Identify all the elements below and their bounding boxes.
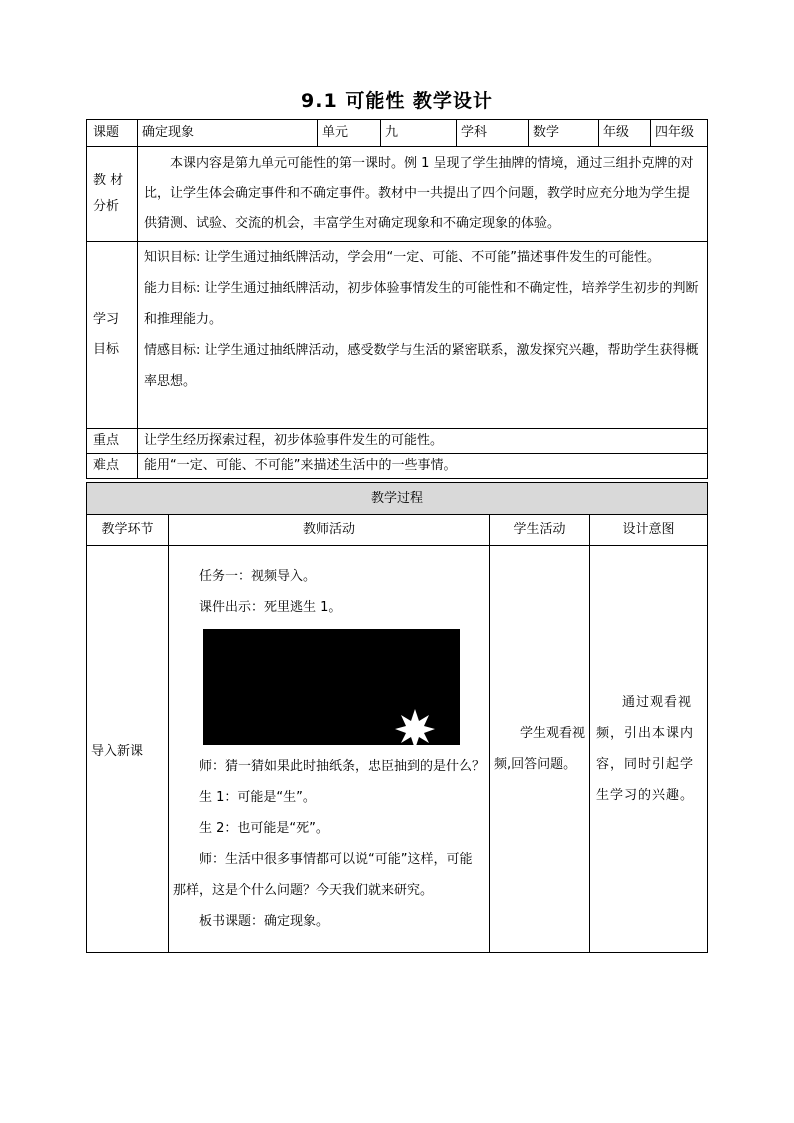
teacher-line-7: 板书课题：确定现象。 [199, 914, 330, 929]
lesson-info-table [86, 119, 708, 479]
ability-goal: 能力目标: 让学生通过抽纸牌活动，初步体验事情发生的可能性和不确定性，培养学生初步的判断和推理能力。 [144, 281, 699, 327]
difficulty-label: 难点 [87, 454, 138, 479]
teacher-line-6: 师：生活中很多事情都可以说“可能”这样，可能那样，这是个什么问题？今天我们就来研究。 [173, 852, 473, 898]
goals-cell [138, 242, 708, 429]
key-point-text: 让学生经历探索过程，初步体验事件发生的可能性。 [138, 429, 708, 454]
emotion-goal: 情感目标: 让学生通过抽纸牌活动，感受数学与生活的紧密联系，激发探究兴趣，帮助学生获得概率思想。 [144, 343, 699, 389]
unit-label: 单元 [318, 120, 381, 147]
subject-value: 数学 [529, 120, 599, 147]
difficulty-text: 能用“一定、可能、不可能”来描述生活中的一些事情。 [138, 454, 708, 479]
teacher-line-1: 任务一：视频导入。 [199, 569, 317, 584]
knowledge-goal: 知识目标: 让学生通过抽纸牌活动，学会用“一定、可能、不可能”描述事件发生的可能性。 [144, 250, 660, 265]
process-title: 教学过程 [87, 483, 708, 515]
grade-label: 年级 [599, 120, 651, 147]
teacher-line-2: 课件出示：死里逃生 1。 [199, 600, 342, 615]
col-student: 学生活动 [490, 515, 590, 546]
key-point-row [87, 429, 708, 454]
teacher-line-5: 生 2：也可能是“死”。 [199, 821, 329, 836]
goals-row [87, 242, 708, 429]
key-point-label: 重点 [87, 429, 138, 454]
unit-value: 九 [381, 120, 457, 147]
analysis-label-line-1: 教 材 [93, 173, 124, 188]
analysis-label-line-2: 分析 [93, 199, 120, 214]
teacher-line-4: 生 1：可能是“生”。 [199, 790, 316, 805]
teacher-activity-cell [169, 546, 490, 953]
col-teacher: 教师活动 [169, 515, 490, 546]
analysis-label [87, 147, 138, 242]
process-header-row [87, 515, 708, 546]
topic-label: 课题 [87, 120, 138, 147]
teacher-line-3: 师：猜一猜如果此时抽纸条，忠臣抽到的是什么？ [199, 759, 486, 774]
goals-label-line-2: 目标 [93, 342, 120, 357]
difficulty-row [87, 454, 708, 479]
header-row [87, 120, 708, 147]
goals-label [87, 242, 138, 429]
col-intent: 设计意图 [590, 515, 708, 546]
stage-cell: 导入新课 [87, 546, 169, 953]
video-frame[interactable] [203, 629, 460, 745]
col-stage: 教学环节 [87, 515, 169, 546]
page-title: 9.1 可能性 教学设计 [301, 90, 493, 112]
student-activity-cell: 学生观看视频,回答问题。 [490, 546, 590, 953]
process-row-intro [87, 546, 708, 953]
grade-value: 四年级 [651, 120, 708, 147]
analysis-row [87, 147, 708, 242]
topic-value: 确定现象 [138, 120, 318, 147]
analysis-text: 本课内容是第九单元可能性的第一课时。例 1 呈现了学生抽牌的情境，通过三组扑克牌的对比，让学生体会确定事件和不确定事件。教材中一共提出了四个问题，教学时应充分地为学生提供猜测、试验、交流的机会，丰富学生对确定现象和不确定现象的体验。 [138, 147, 708, 242]
subject-label: 学科 [457, 120, 529, 147]
burst-icon [395, 709, 435, 749]
intent-cell: 通过观看视频，引出本课内容，同时引起学生学习的兴趣。 [590, 546, 708, 953]
process-table [86, 482, 708, 953]
process-title-row [87, 483, 708, 515]
goals-label-line-1: 学习 [93, 312, 120, 327]
